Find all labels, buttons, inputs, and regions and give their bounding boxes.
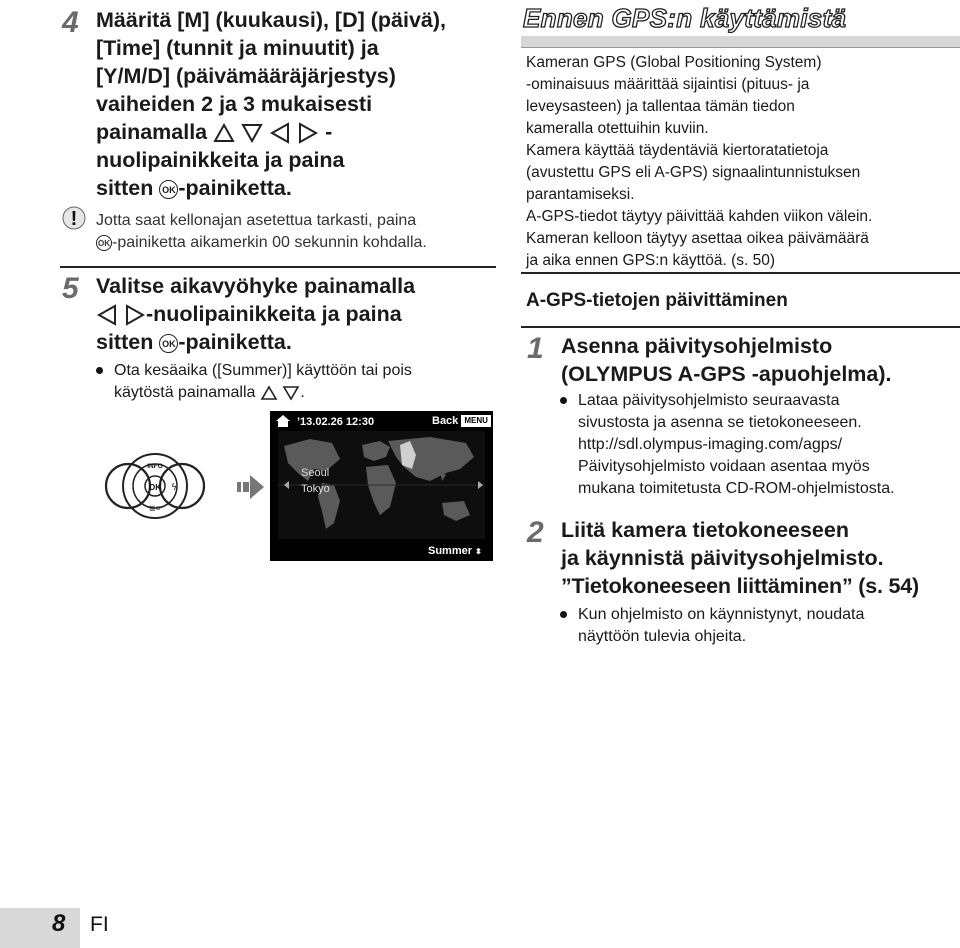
down-arrow-icon [241, 123, 263, 143]
summer-toggle[interactable]: Summer ⬍ [428, 545, 482, 557]
download-url: http://sdl.olympus-imaging.com/agps/ [578, 436, 843, 453]
screen-date: ’13.02.26 12:30 [297, 416, 375, 428]
step-1-bullet-1 [578, 390, 958, 500]
step-4-line-1: Määritä [M] (kuukausi), [D] (päivä), [96, 8, 447, 32]
delete-timer-icon: ▥⊙ [149, 504, 161, 512]
intro-line-1: Kameran GPS (Global Positioning System) [526, 54, 822, 71]
right-arrow-icon [297, 122, 319, 144]
step-2-text [561, 516, 960, 600]
step-5-bullet-line-1: Ota kesäaika ([Summer)] käyttöön tai pois [114, 362, 412, 379]
down-arrow-icon [282, 385, 300, 401]
step-1-line-2: (OLYMPUS A-GPS -apuohjelma). [561, 362, 892, 386]
caution-line-1: Jotta saat kellonajan asetettua tarkasti, paina [96, 212, 417, 229]
flow-arrow-icon [236, 472, 266, 507]
dial-ok-label: OK [149, 483, 161, 492]
step-5-bullet [114, 360, 504, 404]
caution-line-2: OK -painiketta aikamerkin 00 sekunnin kohdalla. [98, 234, 427, 251]
control-dial [100, 452, 210, 520]
flash-icon: ϟ [171, 483, 177, 493]
back-button[interactable]: Back MENU [432, 415, 491, 427]
subheading: A-GPS-tietojen päivittäminen [526, 290, 788, 311]
intro-line-7: parantamiseksi. [526, 186, 635, 203]
intro-line-10: ja aika ennen GPS:n käyttöä. (s. 50) [526, 252, 775, 269]
ok-button-icon: OK [159, 334, 178, 353]
step-5-line-1: Valitse aikavyöhyke painamalla [96, 274, 416, 298]
intro-line-8: A-GPS-tiedot täytyy päivittää kahden viikon välein. [526, 208, 873, 225]
gps-intro [526, 52, 956, 272]
step-1-b5: mukana toimitetusta CD-ROM-ohjelmistosta. [578, 480, 895, 497]
intro-line-6: (avustettu GPS eli A-GPS) signaalintunnistuksen [526, 164, 861, 181]
camera-screen [270, 411, 493, 561]
intro-line-5: Kamera käyttää täydentäviä kiertoratatietoja [526, 142, 829, 159]
step-1-text [561, 332, 960, 388]
caution-icon [62, 206, 86, 230]
step-4-line-4: vaiheiden 2 ja 3 mukaisesti [96, 92, 373, 116]
step-2-line-1: Liitä kamera tietokoneeseen [561, 518, 849, 542]
divider-right-2 [521, 326, 960, 328]
left-arrow-icon [96, 304, 118, 326]
step-1-number: 1 [527, 332, 544, 365]
page-number-tab [0, 908, 80, 948]
step-2-bullet [578, 604, 958, 648]
step-4-text [96, 6, 506, 202]
caution-text [96, 210, 506, 254]
up-down-icon: ⬍ [475, 547, 482, 556]
step-5-bullet-line-2: käytöstä painamalla . [114, 384, 305, 401]
step-2-b2: näyttöön tulevia ohjeita. [578, 628, 747, 645]
section-title: Ennen GPS:n käyttämistä [523, 3, 847, 33]
city-seoul: Seoul [301, 467, 330, 479]
home-icon [276, 414, 290, 432]
step-5-text [96, 272, 506, 356]
step-1-b2: sivustosta ja asenna se tietokoneeseen. [578, 414, 862, 431]
step-4-line-2: [Time] (tunnit ja minuutit) ja [96, 36, 379, 60]
intro-line-9: Kameran kelloon täytyy asettaa oikea päivämäärä [526, 230, 869, 247]
ok-button-icon: OK [159, 180, 178, 199]
step-1-b1: Lataa päivitysohjelmisto seuraavasta [578, 392, 840, 409]
title-underline-edge [521, 47, 960, 48]
step-2-line-2: ja käynnistä päivitysohjelmisto. [561, 546, 884, 570]
intro-line-2: -ominaisuus määrittää sijaintisi (pituus- ja [526, 76, 810, 93]
step-2-b1: Kun ohjelmisto on käynnistynyt, noudata [578, 606, 865, 623]
step-5-line-3: sitten OK -painiketta. [96, 330, 292, 354]
step-1-b4: Päivitysohjelmisto voidaan asentaa myös [578, 458, 870, 475]
step-4-line-3: [Y/M/D] (päivämääräjärjestys) [96, 64, 396, 88]
step-2-number: 2 [527, 516, 544, 549]
page-number: 8 [52, 910, 66, 937]
menu-key-icon: MENU [461, 415, 491, 427]
divider-left [60, 266, 496, 268]
svg-text:!: ! [70, 208, 78, 230]
dial-info-label: INFO [147, 463, 163, 470]
up-arrow-icon [260, 385, 278, 401]
divider-right-1 [521, 272, 960, 274]
left-arrow-icon [269, 122, 291, 144]
step-1-line-1: Asenna päivitysohjelmisto [561, 334, 833, 358]
up-arrow-icon [213, 123, 235, 143]
step-5-number: 5 [62, 272, 79, 305]
step-5-line-2: -nuolipainikkeita ja paina [96, 300, 506, 328]
intro-line-4: kameralla otettuihin kuviin. [526, 120, 709, 137]
step-4-line-5: painamalla - [96, 120, 333, 144]
language-code: FI [90, 913, 109, 936]
right-arrow-icon [124, 304, 146, 326]
step-4-line-7: sitten OK -painiketta. [96, 176, 292, 200]
city-tokyo: Tokyo [301, 483, 330, 495]
intro-line-3: leveysasteen) ja tallentaa tämän tiedon [526, 98, 795, 115]
step-2-line-3: ”Tietokoneeseen liittäminen” (s. 54) [561, 574, 920, 598]
step-4-number: 4 [62, 6, 79, 39]
step-4-line-6: nuolipainikkeita ja paina [96, 148, 345, 172]
ok-button-icon: OK [96, 235, 112, 251]
